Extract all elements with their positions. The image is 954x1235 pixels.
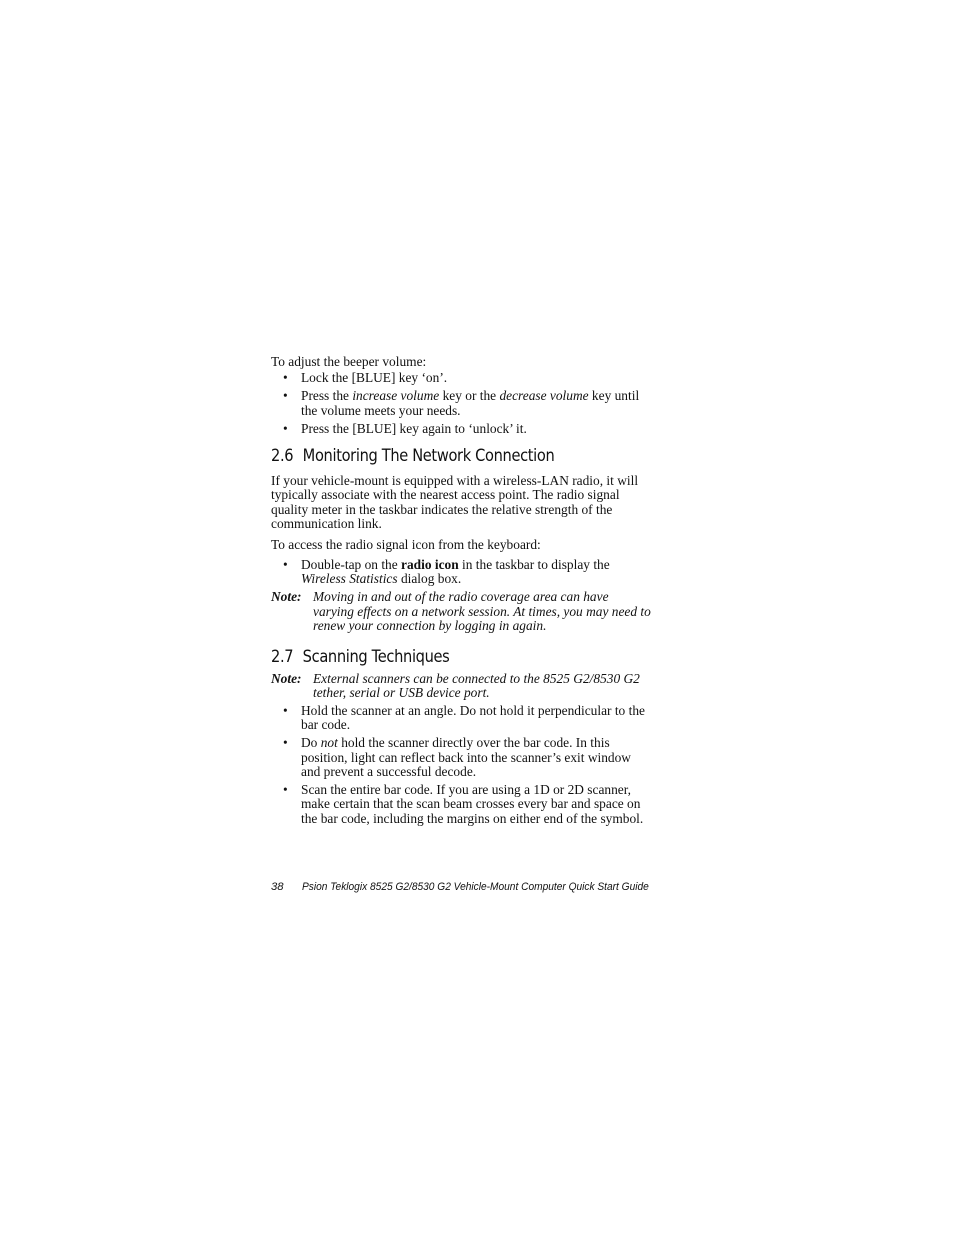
- network-steps: [271, 558, 651, 587]
- page-number: 38: [271, 881, 284, 893]
- guide-title: Psion Teklogix 8525 G2/8530 G2 Vehicle-Mount Computer Quick Start Guide: [302, 881, 649, 893]
- note-label: Note:: [271, 670, 302, 686]
- note-label: Note:: [271, 589, 302, 605]
- scanning-steps: [271, 704, 651, 826]
- page-footer: [271, 881, 649, 893]
- note-text: Moving in and out of the radio coverage area can have varying effects on a network session. At times, you may need to renew your connection by logging in again.: [313, 589, 651, 634]
- beeper-intro: To adjust the beeper volume:: [271, 354, 427, 369]
- scanner-note: [271, 672, 651, 701]
- wireless-statistics-term: Wireless Statistics: [301, 571, 398, 587]
- list-item: • Double-tap on the radio icon in the taskbar to display the Wireless Statistics dialog box.: [271, 558, 651, 587]
- decrease-volume-term: decrease volume: [499, 388, 589, 404]
- increase-volume-term: increase volume: [352, 388, 440, 404]
- beeper-steps: [271, 371, 651, 436]
- network-paragraph: If your vehicle-mount is equipped with a wireless-LAN radio, it will typically associate with the nearest access point. The radio signal quality meter in the taskbar indicates the relative strength of the communication link.: [271, 473, 639, 532]
- section-heading-2-7: 2.7 Scanning Techniques: [271, 646, 450, 667]
- list-item: • Press the [BLUE] key again to ‘unlock’ it.: [271, 422, 651, 436]
- not-emphasis: not: [320, 735, 338, 751]
- section-heading-2-6: 2.6 Monitoring The Network Connection: [271, 446, 555, 467]
- list-item: • Do not hold the scanner directly over the bar code. In this position, light can reflect back into the scanner’s exit window and prevent a successful decode.: [271, 736, 651, 779]
- radio-icon-term: radio icon: [401, 557, 459, 573]
- page-content: [271, 355, 651, 830]
- list-item: • Lock the [BLUE] key ‘on’.: [271, 371, 651, 385]
- list-item: • Scan the entire bar code. If you are using a 1D or 2D scanner, make certain that the scan beam crosses every bar and space on the bar code, including the margins on either end of the symbol.: [271, 783, 651, 826]
- note-text: External scanners can be connected to the 8525 G2/8530 G2 tether, serial or USB device port.: [313, 670, 640, 700]
- list-item: • Press the increase volume key or the decrease volume key until the volume meets your needs.: [271, 389, 651, 418]
- list-item: • Hold the scanner at an angle. Do not hold it perpendicular to the bar code.: [271, 704, 651, 733]
- network-note: [271, 590, 651, 633]
- network-access-intro: To access the radio signal icon from the keyboard:: [271, 536, 541, 552]
